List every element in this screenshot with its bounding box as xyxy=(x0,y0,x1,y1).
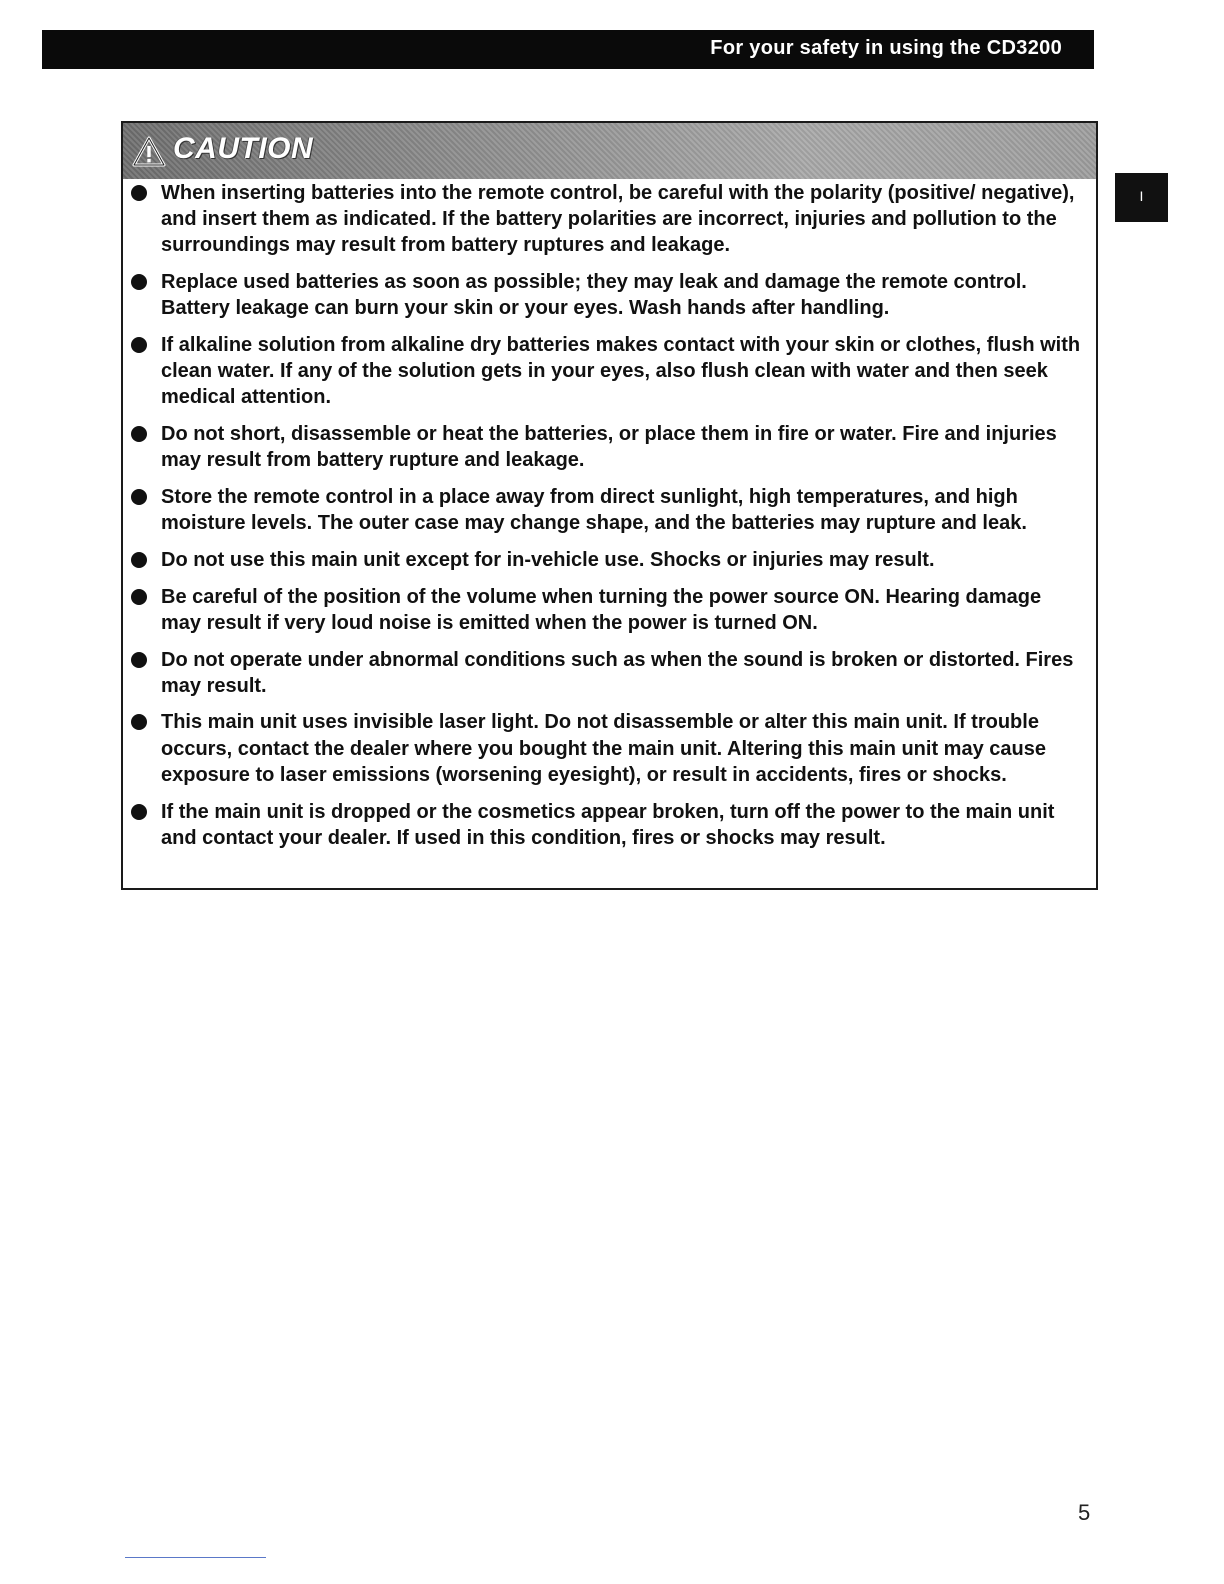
page-header-bar xyxy=(42,30,1094,69)
caution-list xyxy=(123,180,1096,861)
caution-item xyxy=(123,180,1096,259)
footer-divider xyxy=(125,1557,266,1558)
caution-box xyxy=(121,121,1098,890)
caution-item-text: If the main unit is dropped or the cosmetics appear broken, turn off the power to the main unit and contact your dealer. If used in this condition, fires or shocks may result. xyxy=(161,800,1055,849)
bullet-icon xyxy=(131,552,147,568)
bullet-icon xyxy=(131,274,147,290)
bullet-icon xyxy=(131,652,147,668)
caution-item xyxy=(123,647,1096,699)
caution-item-text: Be careful of the position of the volume when turning the power source ON. Hearing damage may result if very loud noise is emitted when the power is turned ON. xyxy=(161,585,1042,634)
page-number: 5 xyxy=(1078,1500,1091,1525)
caution-header xyxy=(123,123,1096,179)
caution-item-text: When inserting batteries into the remote control, be careful with the polarity (positive/ negative), and insert them as indicated. If the battery polarities are incorrect, injuries and pollution to the surroundings may result from battery ruptures and leakage. xyxy=(161,182,1075,257)
caution-item-text: This main unit uses invisible laser light. Do not disassemble or alter this main unit. If trouble occurs, contact the dealer where you bought the main unit. Altering this main unit may cause exposure to laser emissions (worsening eyesight), or result in accidents, fires or shocks. xyxy=(161,711,1046,786)
bullet-icon xyxy=(131,185,147,201)
bullet-icon xyxy=(131,714,147,730)
caution-item-text: If alkaline solution from alkaline dry batteries makes contact with your skin or clothes, flush with clean water. If any of the solution gets in your eyes, also flush clean with water and then seek medical attention. xyxy=(161,334,1081,409)
bullet-icon xyxy=(131,426,147,442)
caution-title: CAUTION xyxy=(173,132,314,165)
bullet-icon xyxy=(131,337,147,353)
caution-item xyxy=(123,269,1096,321)
caution-item-text: Do not short, disassemble or heat the batteries, or place them in fire or water. Fire and injuries may result from battery rupture and leakage. xyxy=(161,423,1057,472)
caution-item xyxy=(123,421,1096,473)
section-tab xyxy=(1115,173,1168,222)
caution-item xyxy=(123,709,1096,788)
caution-item xyxy=(123,332,1096,411)
caution-item-text: Replace used batteries as soon as possible; they may leak and damage the remote control. Battery leakage can burn your skin or your eyes. Wash hands after handling. xyxy=(161,271,1027,320)
caution-item xyxy=(123,547,1096,573)
caution-item-text: Store the remote control in a place away from direct sunlight, high temperatures, and high moisture levels. The outer case may change shape, and the batteries may rupture and leak. xyxy=(161,486,1027,535)
bullet-icon xyxy=(131,489,147,505)
section-tab-label: I xyxy=(1139,188,1144,204)
caution-item xyxy=(123,584,1096,636)
bullet-icon xyxy=(131,589,147,605)
caution-item xyxy=(123,484,1096,536)
caution-item xyxy=(123,799,1096,851)
page-header-title: For your safety in using the CD3200 xyxy=(710,37,1062,59)
bullet-icon xyxy=(131,804,147,820)
warning-triangle-icon xyxy=(132,136,166,167)
caution-item-text: Do not operate under abnormal conditions such as when the sound is broken or distorted. Fires may result. xyxy=(161,648,1074,697)
caution-item-text: Do not use this main unit except for in-vehicle use. Shocks or injuries may result. xyxy=(161,548,935,571)
